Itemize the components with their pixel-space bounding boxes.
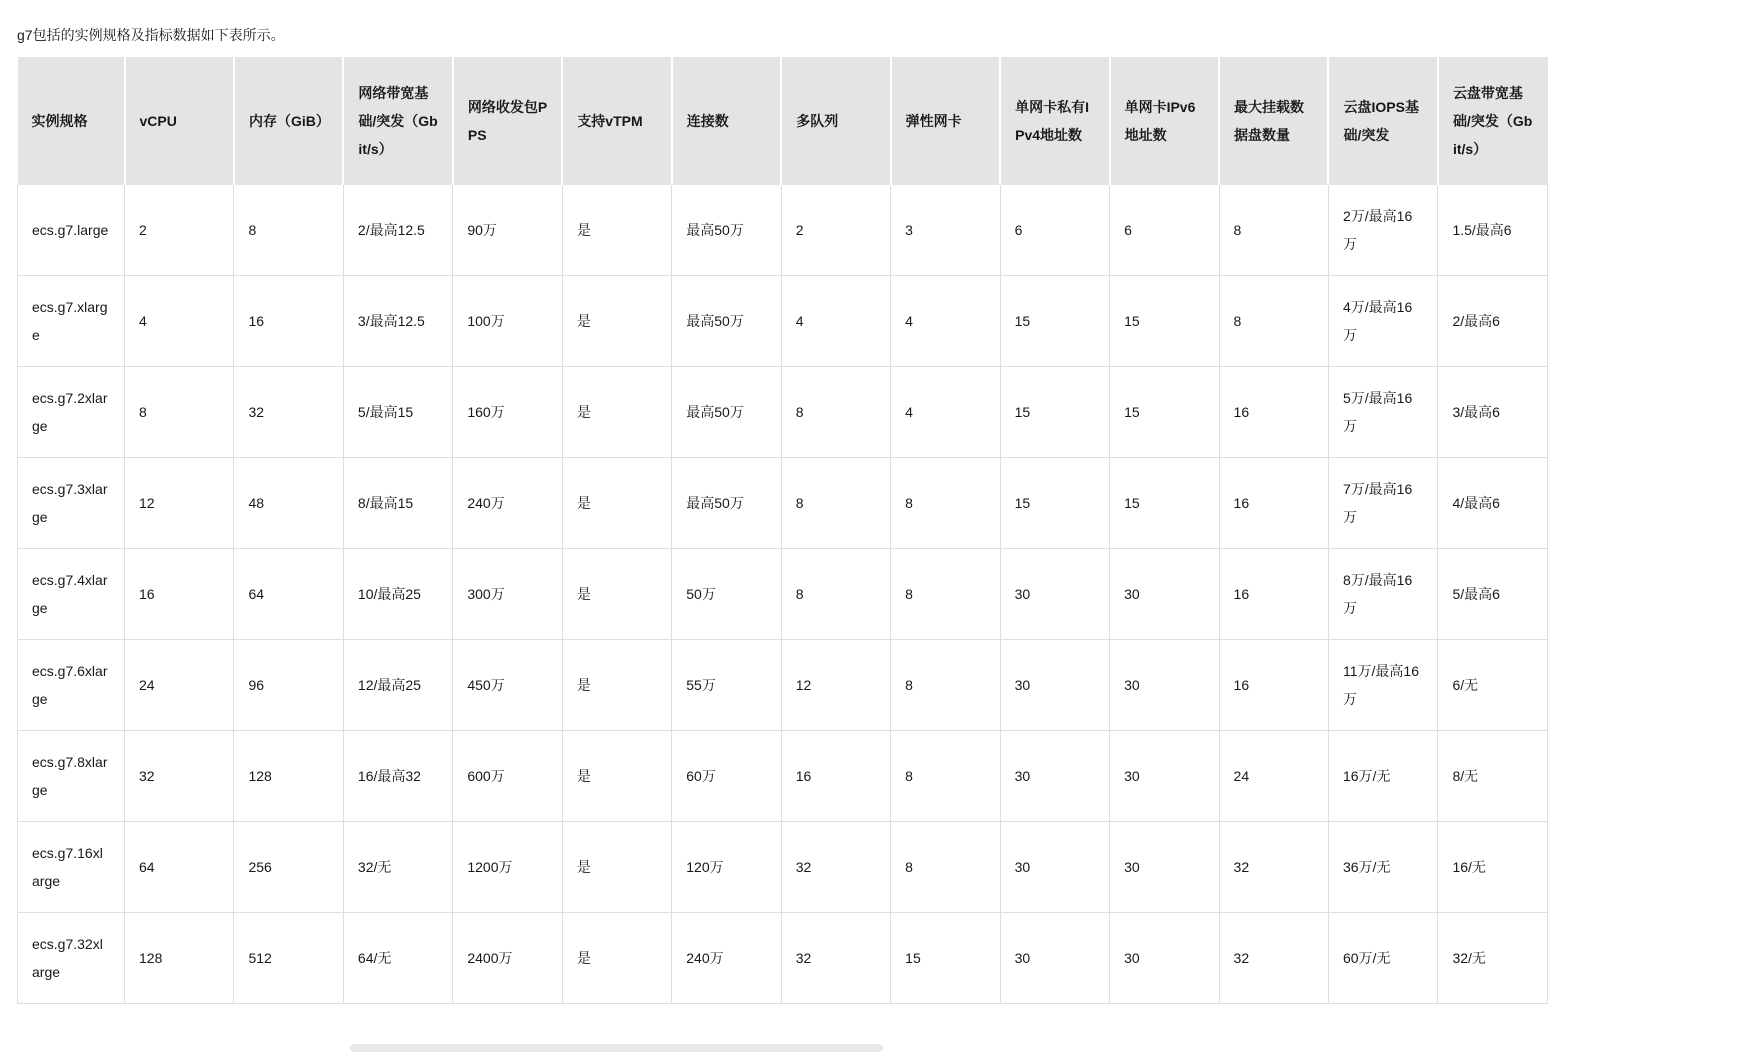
table-cell: 8 — [234, 185, 343, 276]
table-cell: 55万 — [672, 640, 781, 731]
table-cell: 是 — [562, 549, 671, 640]
table-cell: 90万 — [453, 185, 562, 276]
table-cell: 15 — [1000, 276, 1109, 367]
table-cell: 600万 — [453, 731, 562, 822]
table-cell: 3 — [891, 185, 1000, 276]
table-cell: 8万/最高16万 — [1328, 549, 1437, 640]
table-cell: 8 — [891, 731, 1000, 822]
table-cell: 100万 — [453, 276, 562, 367]
table-body — [18, 185, 1548, 1004]
table-cell: 32 — [1219, 822, 1328, 913]
table-cell: 16 — [1219, 367, 1328, 458]
table-cell: 32 — [781, 913, 890, 1004]
table-cell: 32 — [781, 822, 890, 913]
instance-spec-cell: ecs.g7.6xlarge — [18, 640, 125, 731]
table-cell: 是 — [562, 185, 671, 276]
column-header: 单网卡私有IPv4地址数 — [1000, 57, 1109, 185]
column-header: vCPU — [125, 57, 234, 185]
table-cell: 4 — [891, 367, 1000, 458]
table-cell: 最高50万 — [672, 458, 781, 549]
table-cell: 60万 — [672, 731, 781, 822]
table-cell: 30 — [1000, 731, 1109, 822]
table-cell: 是 — [562, 731, 671, 822]
table-cell: 64 — [125, 822, 234, 913]
table-cell: 36万/无 — [1328, 822, 1437, 913]
table-cell: 24 — [125, 640, 234, 731]
instance-spec-cell: ecs.g7.16xlarge — [18, 822, 125, 913]
table-cell: 32 — [1219, 913, 1328, 1004]
table-cell: 5/最高6 — [1438, 549, 1548, 640]
table-cell: 48 — [234, 458, 343, 549]
table-cell: 4 — [125, 276, 234, 367]
table-cell: 8 — [1219, 185, 1328, 276]
table-header-row — [18, 57, 1548, 185]
table-cell: 5/最高15 — [343, 367, 452, 458]
table-cell: 5万/最高16万 — [1328, 367, 1437, 458]
table-row — [18, 549, 1548, 640]
table-cell: 8 — [1219, 276, 1328, 367]
instance-spec-cell: ecs.g7.4xlarge — [18, 549, 125, 640]
table-cell: 32 — [125, 731, 234, 822]
table-cell: 最高50万 — [672, 276, 781, 367]
table-cell: 2400万 — [453, 913, 562, 1004]
table-cell: 15 — [1000, 458, 1109, 549]
table-cell: 15 — [1000, 367, 1109, 458]
table-cell: 12 — [781, 640, 890, 731]
table-cell: 30 — [1110, 549, 1219, 640]
column-header: 云盘IOPS基础/突发 — [1328, 57, 1437, 185]
table-cell: 是 — [562, 822, 671, 913]
column-header: 单网卡IPv6地址数 — [1110, 57, 1219, 185]
table-row — [18, 185, 1548, 276]
table-cell: 3/最高12.5 — [343, 276, 452, 367]
table-cell: 2 — [781, 185, 890, 276]
table-cell: 8/最高15 — [343, 458, 452, 549]
table-cell: 64/无 — [343, 913, 452, 1004]
table-cell: 32 — [234, 367, 343, 458]
table-cell: 8 — [781, 367, 890, 458]
table-cell: 32/无 — [1438, 913, 1548, 1004]
table-row — [18, 822, 1548, 913]
table-cell: 50万 — [672, 549, 781, 640]
table-cell: 6/无 — [1438, 640, 1548, 731]
table-cell: 8 — [891, 549, 1000, 640]
instance-spec-cell: ecs.g7.2xlarge — [18, 367, 125, 458]
column-header: 多队列 — [781, 57, 890, 185]
column-header: 内存（GiB） — [234, 57, 343, 185]
table-cell: 60万/无 — [1328, 913, 1437, 1004]
table-cell: 2 — [125, 185, 234, 276]
table-cell: 8 — [891, 640, 1000, 731]
column-header: 连接数 — [672, 57, 781, 185]
table-cell: 4 — [891, 276, 1000, 367]
table-cell: 16 — [1219, 549, 1328, 640]
table-cell: 16 — [125, 549, 234, 640]
table-cell: 是 — [562, 367, 671, 458]
column-header: 实例规格 — [18, 57, 125, 185]
table-cell: 8 — [781, 458, 890, 549]
table-cell: 4 — [781, 276, 890, 367]
table-cell: 8/无 — [1438, 731, 1548, 822]
table-cell: 8 — [891, 458, 1000, 549]
table-cell: 12 — [125, 458, 234, 549]
table-cell: 6 — [1110, 185, 1219, 276]
table-cell: 12/最高25 — [343, 640, 452, 731]
table-cell: 30 — [1000, 913, 1109, 1004]
table-cell: 1.5/最高6 — [1438, 185, 1548, 276]
instance-spec-cell: ecs.g7.large — [18, 185, 125, 276]
table-cell: 160万 — [453, 367, 562, 458]
column-header: 网络带宽基础/突发（Gbit/s） — [343, 57, 452, 185]
table-cell: 16 — [781, 731, 890, 822]
table-header — [18, 57, 1548, 185]
table-cell: 是 — [562, 458, 671, 549]
table-cell: 240万 — [453, 458, 562, 549]
table-cell: 8 — [891, 822, 1000, 913]
table-cell: 240万 — [672, 913, 781, 1004]
instance-spec-cell: ecs.g7.32xlarge — [18, 913, 125, 1004]
table-cell: 11万/最高16万 — [1328, 640, 1437, 731]
table-cell: 16万/无 — [1328, 731, 1437, 822]
horizontal-scrollbar-thumb[interactable] — [350, 1044, 883, 1052]
table-cell: 96 — [234, 640, 343, 731]
table-cell: 7万/最高16万 — [1328, 458, 1437, 549]
table-cell: 8 — [781, 549, 890, 640]
table-cell: 128 — [125, 913, 234, 1004]
table-cell: 30 — [1110, 913, 1219, 1004]
table-cell: 8 — [125, 367, 234, 458]
table-row — [18, 458, 1548, 549]
table-cell: 2/最高6 — [1438, 276, 1548, 367]
table-row — [18, 731, 1548, 822]
table-cell: 最高50万 — [672, 367, 781, 458]
table-cell: 2/最高12.5 — [343, 185, 452, 276]
table-cell: 30 — [1000, 822, 1109, 913]
table-cell: 30 — [1000, 549, 1109, 640]
table-cell: 30 — [1000, 640, 1109, 731]
table-cell: 1200万 — [453, 822, 562, 913]
table-cell: 16 — [234, 276, 343, 367]
table-cell: 最高50万 — [672, 185, 781, 276]
instance-spec-cell: ecs.g7.3xlarge — [18, 458, 125, 549]
table-cell: 32/无 — [343, 822, 452, 913]
instance-spec-cell: ecs.g7.8xlarge — [18, 731, 125, 822]
table-cell: 64 — [234, 549, 343, 640]
instance-spec-table — [17, 57, 1548, 1004]
column-header: 弹性网卡 — [891, 57, 1000, 185]
table-cell: 30 — [1110, 731, 1219, 822]
column-header: 最大挂载数据盘数量 — [1219, 57, 1328, 185]
table-cell: 16 — [1219, 640, 1328, 731]
table-cell: 15 — [1110, 458, 1219, 549]
table-cell: 2万/最高16万 — [1328, 185, 1437, 276]
table-cell: 4/最高6 — [1438, 458, 1548, 549]
table-cell: 30 — [1110, 822, 1219, 913]
table-cell: 10/最高25 — [343, 549, 452, 640]
table-row — [18, 913, 1548, 1004]
column-header: 网络收发包PPS — [453, 57, 562, 185]
table-cell: 120万 — [672, 822, 781, 913]
table-cell: 4万/最高16万 — [1328, 276, 1437, 367]
table-cell: 30 — [1110, 640, 1219, 731]
column-header: 支持vTPM — [562, 57, 671, 185]
table-cell: 512 — [234, 913, 343, 1004]
table-cell: 256 — [234, 822, 343, 913]
table-cell: 15 — [1110, 367, 1219, 458]
table-cell: 3/最高6 — [1438, 367, 1548, 458]
table-cell: 是 — [562, 640, 671, 731]
table-cell: 15 — [891, 913, 1000, 1004]
table-cell: 是 — [562, 913, 671, 1004]
table-row — [18, 640, 1548, 731]
table-cell: 128 — [234, 731, 343, 822]
table-cell: 24 — [1219, 731, 1328, 822]
column-header: 云盘带宽基础/突发（Gbit/s） — [1438, 57, 1548, 185]
instance-spec-cell: ecs.g7.xlarge — [18, 276, 125, 367]
table-cell: 450万 — [453, 640, 562, 731]
table-row — [18, 367, 1548, 458]
table-row — [18, 276, 1548, 367]
table-cell: 6 — [1000, 185, 1109, 276]
table-cell: 300万 — [453, 549, 562, 640]
table-cell: 16 — [1219, 458, 1328, 549]
table-cell: 15 — [1110, 276, 1219, 367]
intro-text: g7包括的实例规格及指标数据如下表所示。 — [17, 27, 285, 43]
table-cell: 是 — [562, 276, 671, 367]
table-cell: 16/最高32 — [343, 731, 452, 822]
table-cell: 16/无 — [1438, 822, 1548, 913]
instance-spec-table-container — [17, 57, 1548, 1004]
